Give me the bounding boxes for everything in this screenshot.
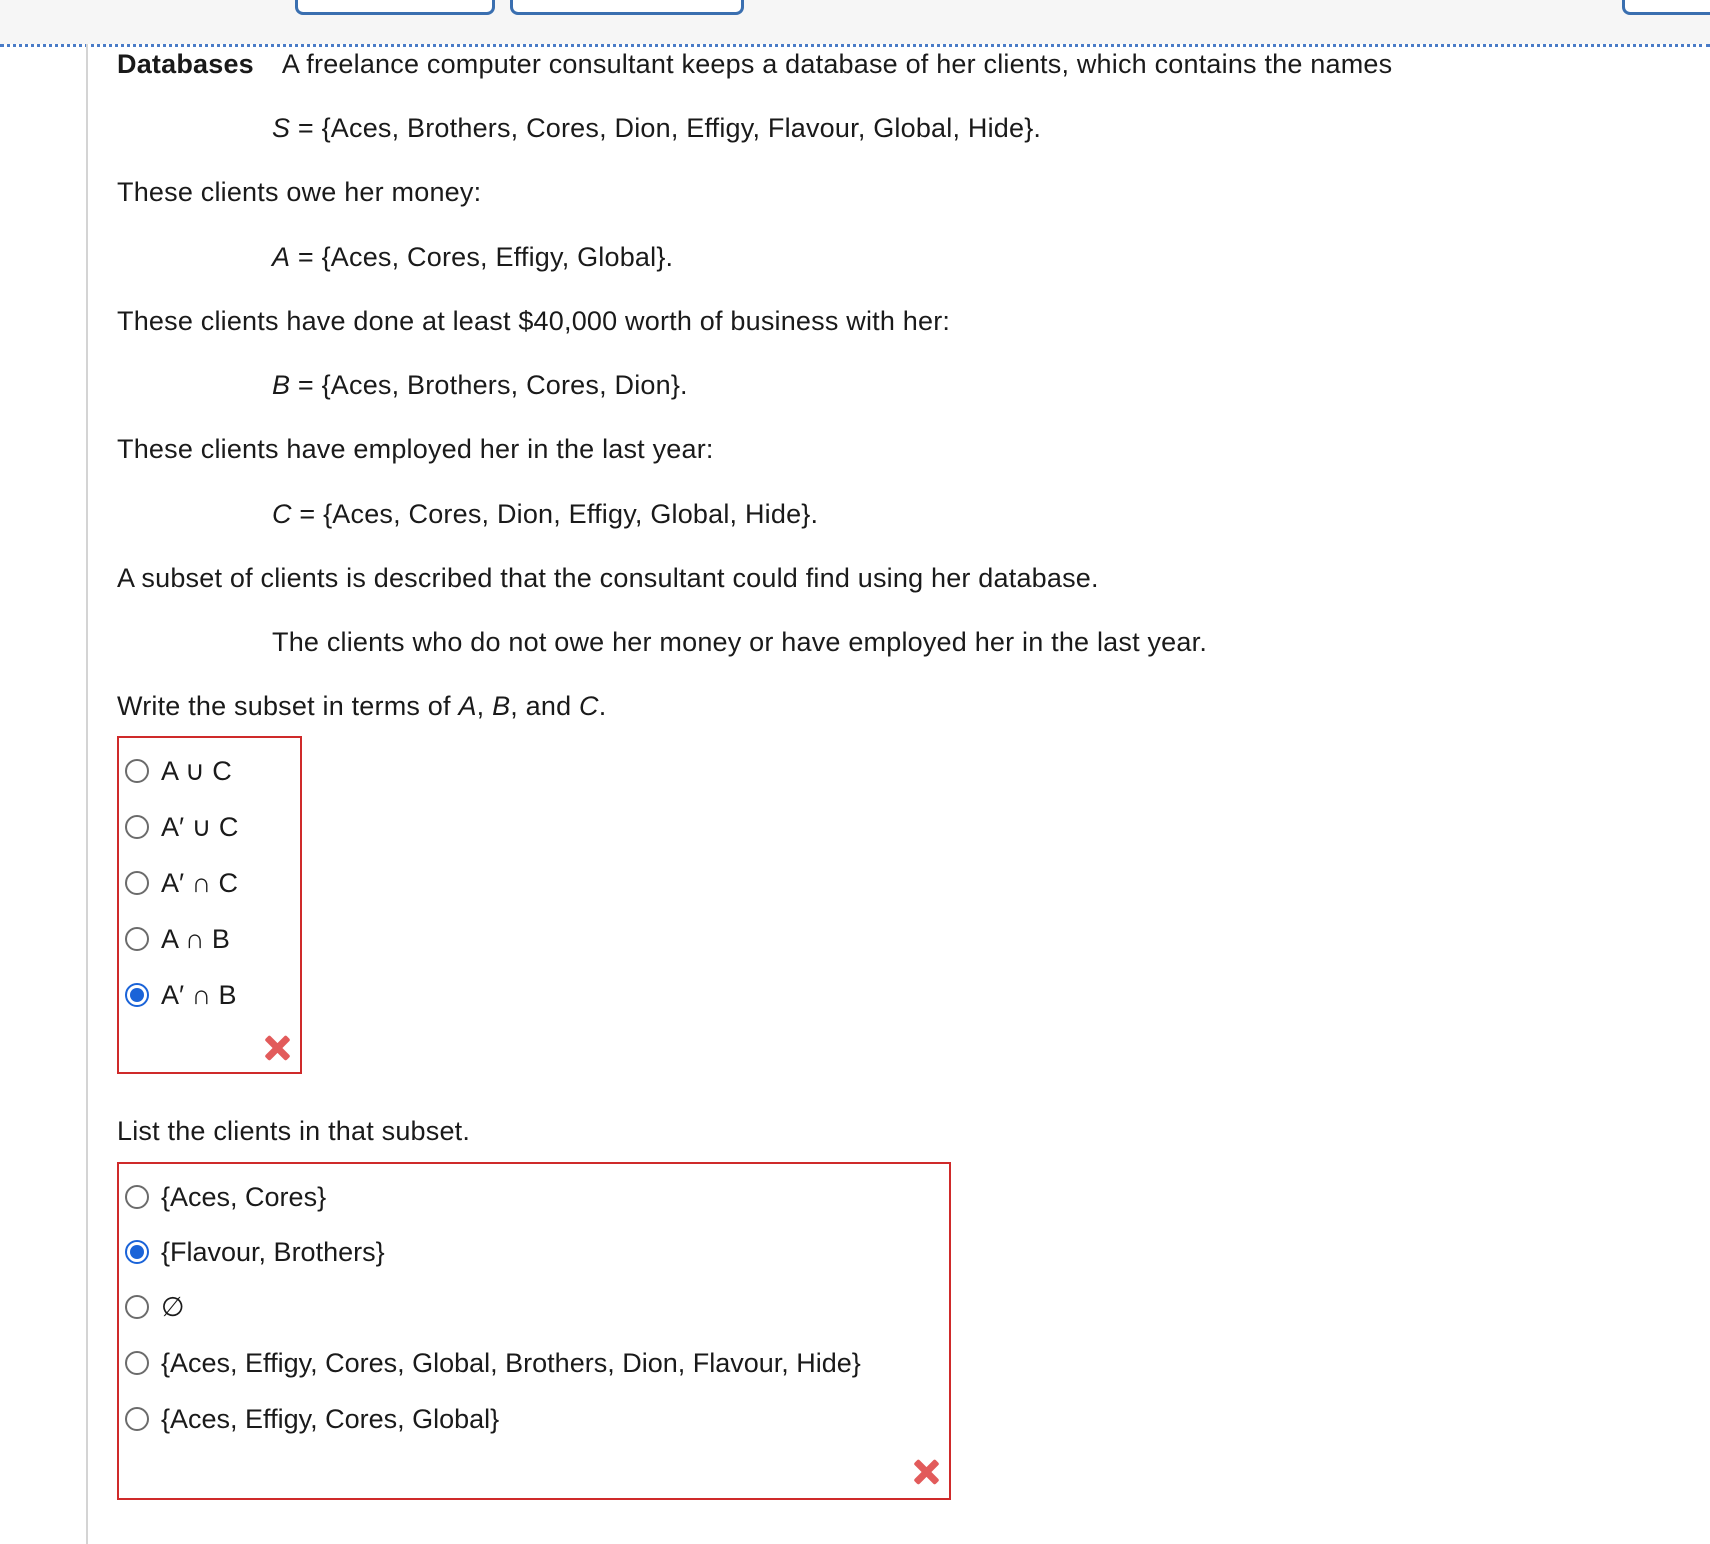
- question2-option-2[interactable]: [125, 1235, 385, 1269]
- employed-text: These clients have employed her in the last year:: [117, 434, 714, 464]
- business-text: These clients have done at least $40,000 worth of business with her:: [117, 306, 951, 336]
- owe-text: These clients owe her money:: [117, 177, 482, 207]
- left-margin-rule: [86, 44, 88, 1544]
- question1-option-2[interactable]: [125, 810, 238, 844]
- incorrect-x-icon: [262, 1033, 292, 1063]
- question1-option-5[interactable]: [125, 978, 237, 1012]
- radio-button[interactable]: [125, 1407, 149, 1431]
- option-label: A ∩ B: [161, 923, 230, 954]
- question2-prompt: List the clients in that subset.: [117, 1116, 471, 1146]
- radio-button[interactable]: [125, 871, 149, 895]
- top-toolbar: [0, 0, 1710, 44]
- set-c-name: C: [272, 499, 292, 529]
- question1-option-4[interactable]: [125, 922, 230, 956]
- question2-option-3[interactable]: [125, 1290, 185, 1324]
- option-label: A′ ∩ B: [161, 979, 237, 1010]
- radio-button[interactable]: [125, 815, 149, 839]
- radio-button-selected[interactable]: [125, 1240, 149, 1264]
- option-label: A′ ∪ C: [161, 811, 239, 842]
- toolbar-button-2[interactable]: [510, 0, 744, 15]
- question2-option-5[interactable]: [125, 1402, 499, 1436]
- option-label: A′ ∩ C: [161, 867, 238, 898]
- set-s-elements: = {Aces, Brothers, Cores, Dion, Effigy, Flavour, Global, Hide}.: [290, 113, 1042, 143]
- problem-intro-text: A freelance computer consultant keeps a database of her clients, which contains the names: [281, 49, 1393, 79]
- set-s-name: S: [272, 113, 291, 143]
- set-b-name: B: [272, 370, 291, 400]
- subset-description: The clients who do not owe her money or have employed her in the last year.: [272, 627, 1208, 657]
- question1-prompt: Write the subset in terms of A, B, and C.: [117, 691, 607, 721]
- question2-answer-box: [117, 1162, 951, 1500]
- problem-intro: [117, 47, 1392, 81]
- set-b-definition: [272, 368, 688, 402]
- question2-option-4[interactable]: [125, 1346, 861, 1380]
- question2-option-1[interactable]: [125, 1180, 326, 1214]
- set-a-name: A: [272, 242, 291, 272]
- option-label: ∅: [161, 1291, 185, 1322]
- radio-button[interactable]: [125, 759, 149, 783]
- radio-button-selected[interactable]: [125, 983, 149, 1007]
- set-b-elements: = {Aces, Brothers, Cores, Dion}.: [290, 370, 688, 400]
- set-c-elements: = {Aces, Cores, Dion, Effigy, Global, Hide}.: [291, 499, 819, 529]
- toolbar-button-1[interactable]: [295, 0, 495, 15]
- option-label: A ∪ C: [161, 755, 232, 786]
- option-label: {Aces, Effigy, Cores, Global}: [161, 1403, 500, 1434]
- problem-heading: Databases: [117, 49, 254, 79]
- set-a-definition: [272, 240, 673, 274]
- option-label: {Flavour, Brothers}: [161, 1236, 385, 1267]
- question1-answer-box: [117, 736, 302, 1074]
- question1-option-1[interactable]: [125, 754, 232, 788]
- subset-text: A subset of clients is described that the consultant could find using her database.: [117, 563, 1099, 593]
- radio-button[interactable]: [125, 1185, 149, 1209]
- radio-button[interactable]: [125, 927, 149, 951]
- question1-option-3[interactable]: [125, 866, 238, 900]
- option-label: {Aces, Effigy, Cores, Global, Brothers, Dion, Flavour, Hide}: [161, 1347, 861, 1378]
- set-s-definition: [272, 111, 1041, 145]
- incorrect-x-icon: [911, 1457, 941, 1487]
- radio-button[interactable]: [125, 1351, 149, 1375]
- option-label: {Aces, Cores}: [161, 1181, 327, 1212]
- radio-button[interactable]: [125, 1295, 149, 1319]
- set-c-definition: [272, 497, 818, 531]
- set-a-elements: = {Aces, Cores, Effigy, Global}.: [290, 242, 674, 272]
- toolbar-button-3[interactable]: [1622, 0, 1710, 15]
